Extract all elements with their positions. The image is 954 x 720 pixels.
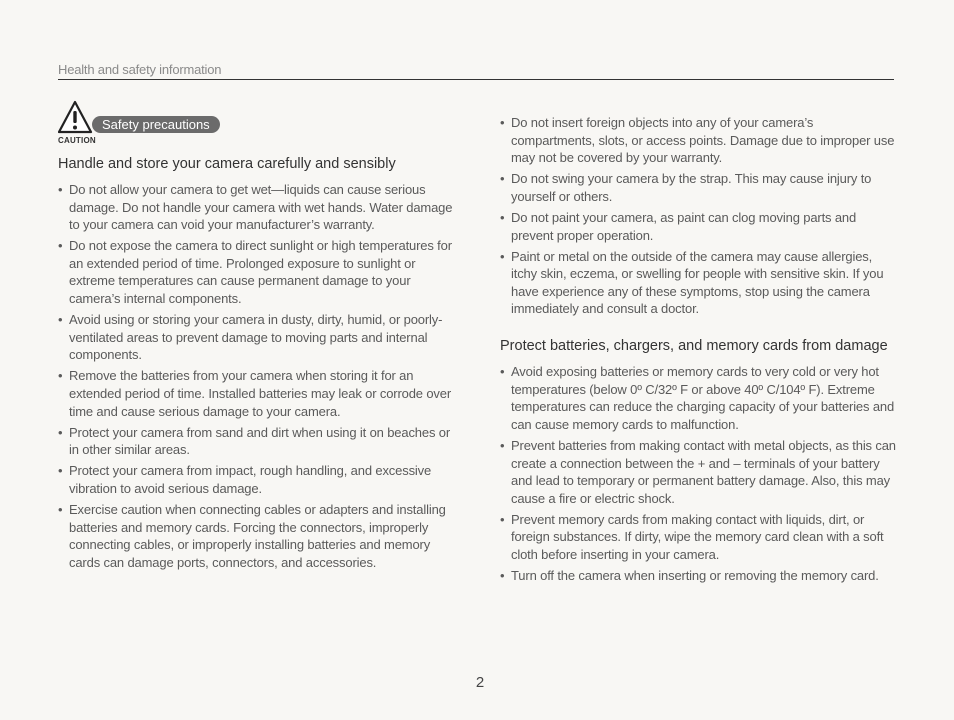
- list-item: • Protect your camera from sand and dirt when using it on beaches or in other similar areas.: [58, 424, 458, 459]
- list-item: • Turn off the camera when inserting or removing the memory card.: [500, 567, 896, 585]
- list-item: • Prevent memory cards from making contact with liquids, dirt, or foreign substances. If dirty, wipe the memory card clean with a soft cloth before inserting in your camera.: [500, 511, 896, 564]
- left-heading: Handle and store your camera carefully and sensibly: [58, 156, 396, 172]
- left-bullet-list: [58, 181, 458, 571]
- list-item: • Do not expose the camera to direct sunlight or high temperatures for an extended period of time. Prolonged exposure to sunlight or extreme temperatures can cause permanent damage to your camera’s internal components.: [58, 237, 458, 307]
- page-header: [58, 62, 894, 80]
- right-bottom-bullet-list: [500, 363, 896, 585]
- right-column: [500, 114, 896, 588]
- page-number: 2: [475, 674, 485, 691]
- list-item: • Exercise caution when connecting cables or adapters and installing batteries and memory cards. Forcing the connectors, improperly connecting cables, or improperly installing batteries and memory cards can damage ports, connectors, and accessories.: [58, 501, 458, 571]
- list-item: • Avoid exposing batteries or memory cards to very cold or very hot temperatures (below 0º C/32º F or above 40º C/104º F). Extreme temperatures can reduce the charging capacity of your batteries and can cause memory cards to malfunction.: [500, 363, 896, 433]
- right-heading: Protect batteries, chargers, and memory cards from damage: [500, 338, 888, 355]
- list-item: • Prevent batteries from making contact with metal objects, as this can create a connection between the + and – terminals of your battery and lead to temporary or permanent battery damage. Also, this may cause a fire or electric shock.: [500, 437, 896, 507]
- right-top-bullet-list: [500, 114, 896, 318]
- list-item: • Avoid using or storing your camera in dusty, dirty, humid, or poorly-ventilated areas to prevent damage to moving parts and internal components.: [58, 311, 458, 364]
- section-title: Health and safety information: [58, 62, 222, 77]
- left-column: [58, 154, 458, 575]
- safety-precautions-pill: Safety precautions: [92, 116, 220, 133]
- caution-triangle-icon: [58, 100, 94, 134]
- list-item: • Paint or metal on the outside of the camera may cause allergies, itchy skin, eczema, or swelling for people with sensitive skin. If you have experience any of these symptoms, stop using the camera immediately and consult a doctor.: [500, 248, 896, 318]
- list-item: • Do not allow your camera to get wet—liquids can cause serious damage. Do not handle your camera with wet hands. Water damage to your camera can void your manufacturer’s warranty.: [58, 181, 458, 234]
- caution-block: [58, 100, 258, 148]
- list-item: • Remove the batteries from your camera when storing it for an extended period of time. Installed batteries may leak or corrode over time and cause serious damage to your camera.: [58, 367, 458, 420]
- list-item: • Do not swing your camera by the strap. This may cause injury to yourself or others.: [500, 170, 896, 205]
- list-item: • Protect your camera from impact, rough handling, and excessive vibration to avoid serious damage.: [58, 462, 458, 497]
- list-item: • Do not paint your camera, as paint can clog moving parts and prevent proper operation.: [500, 209, 896, 244]
- caution-label: CAUTION: [58, 136, 96, 145]
- list-item: • Do not insert foreign objects into any of your camera’s compartments, slots, or access points. Damage due to improper use may not be covered by your warranty.: [500, 114, 896, 167]
